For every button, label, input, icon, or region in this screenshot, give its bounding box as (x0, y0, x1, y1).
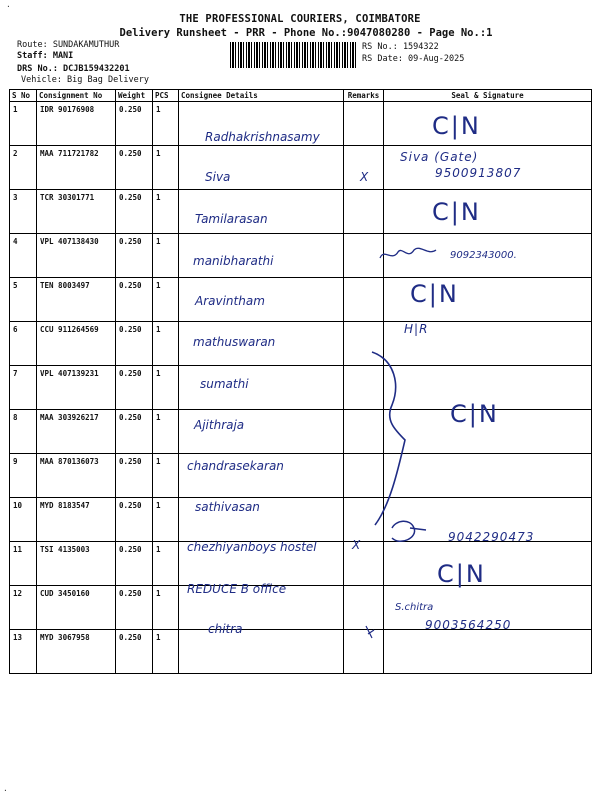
phone-row-11: 9042290473 (448, 530, 535, 544)
vehicle-label: Vehicle: Big Bag Delivery (21, 75, 149, 85)
corner-dot-top: · (6, 2, 11, 11)
row-weight: 0.250 (116, 190, 153, 234)
row-weight: 0.250 (116, 586, 153, 630)
phone-row-2: 9500913807 (435, 166, 522, 180)
col-weight: Weight (116, 90, 153, 102)
row-sno: 6 (10, 322, 37, 366)
row-pcs: 1 (153, 102, 179, 146)
row-sno: 7 (10, 366, 37, 410)
row-sno: 11 (10, 542, 37, 586)
runsheet-title: Delivery Runsheet - PRR - Phone No.:9047080280 - Page No.:1 (119, 27, 493, 39)
col-remarks: Remarks (344, 90, 384, 102)
row-pcs: 1 (153, 366, 179, 410)
row-sno: 10 (10, 498, 37, 542)
route-label: Route: SUNDAKAMUTHUR (17, 40, 120, 50)
row-consignment-no: CUD 3450160 (37, 586, 116, 630)
row-consignment-no: TSI 4135003 (37, 542, 116, 586)
row-consignment-no: MAA 870136073 (37, 454, 116, 498)
row-pcs: 1 (153, 322, 179, 366)
signature-cn-8: C|N (450, 400, 499, 428)
row-weight: 0.250 (116, 278, 153, 322)
row-consignment-no: CCU 911264569 (37, 322, 116, 366)
row-consignment-no: TCR 30301771 (37, 190, 116, 234)
row-pcs: 1 (153, 278, 179, 322)
consignee-name-8: Ajithraja (194, 418, 245, 432)
row-sno: 12 (10, 586, 37, 630)
signature-cn-12: C|N (437, 560, 486, 588)
row-pcs: 1 (153, 190, 179, 234)
row-consignment-no: MYD 3067958 (37, 630, 116, 674)
row-pcs: 1 (153, 410, 179, 454)
company-title: THE PROFESSIONAL COURIERS, COIMBATORE (179, 13, 421, 25)
row-sno: 2 (10, 146, 37, 190)
row-consignment-no: VPL 407138430 (37, 234, 116, 278)
row-pcs: 1 (153, 454, 179, 498)
consignee-name-10: sathivasan (195, 500, 260, 514)
remark-x-2: X (360, 170, 370, 184)
phone-row-13: 9003564250 (425, 618, 512, 632)
signature-siva-gate: Siva (Gate) (400, 150, 479, 164)
bracket-stroke (372, 352, 405, 525)
drs-number: DRS No.: DCJB159432201 (17, 64, 130, 74)
row-weight: 0.250 (116, 322, 153, 366)
consignee-name-9: chandrasekaran (187, 459, 284, 473)
signature-cn-5: C|N (410, 280, 459, 308)
remark-hr: H|R (404, 322, 429, 336)
rs-number: RS No.: 1594322 (362, 42, 439, 52)
phone-row-4: 9092343000. (450, 250, 517, 261)
row-pcs: 1 (153, 146, 179, 190)
staff-label: Staff: MANI (17, 51, 74, 61)
consignee-name-12: REDUCE B office (187, 582, 287, 596)
signature-cn-1: C|N (432, 112, 481, 140)
row-sno: 13 (10, 630, 37, 674)
signature-cn-3: C|N (432, 198, 481, 226)
corner-dot-bottom: · (3, 786, 8, 795)
row-pcs: 1 (153, 234, 179, 278)
row-pcs: 1 (153, 498, 179, 542)
row-weight: 0.250 (116, 234, 153, 278)
row-sno: 9 (10, 454, 37, 498)
consignee-name-11: chezhiyanboys hostel (187, 540, 317, 554)
row-weight: 0.250 (116, 542, 153, 586)
col-sno: S No (10, 90, 37, 102)
row-weight: 0.250 (116, 410, 153, 454)
col-consignment: Consignment No (37, 90, 116, 102)
signature-chitra: S.chitra (395, 602, 434, 613)
row-sno: 4 (10, 234, 37, 278)
remark-x-11: X (352, 538, 362, 552)
row-consignment-no: TEN 8003497 (37, 278, 116, 322)
scribble-signature-11 (392, 521, 426, 541)
consignee-name-3: Tamilarasan (195, 212, 268, 226)
row-sno: 5 (10, 278, 37, 322)
row-weight: 0.250 (116, 454, 153, 498)
row-pcs: 1 (153, 542, 179, 586)
consignee-name-7: sumathi (200, 377, 249, 391)
row-consignment-no: MAA 711721782 (37, 146, 116, 190)
row-pcs: 1 (153, 630, 179, 674)
row-consignment-no: IDR 90176908 (37, 102, 116, 146)
row-consignment-no: VPL 407139231 (37, 366, 116, 410)
consignee-name-5: Aravintham (195, 294, 265, 308)
row-consignment-no: MYD 8183547 (37, 498, 116, 542)
row-consignment-no: MAA 303926217 (37, 410, 116, 454)
row-weight: 0.250 (116, 102, 153, 146)
row-weight: 0.250 (116, 146, 153, 190)
row-pcs: 1 (153, 586, 179, 630)
col-consignee: Consignee Details (179, 90, 344, 102)
row-sno: 3 (10, 190, 37, 234)
col-signature: Seal & Signature (384, 90, 592, 102)
consignee-name-1: Radhakrishnasamy (205, 130, 320, 144)
rs-date: RS Date: 09-Aug-2025 (362, 54, 465, 64)
scribble-signature-4 (380, 248, 436, 258)
row-sno: 1 (10, 102, 37, 146)
row-weight: 0.250 (116, 498, 153, 542)
row-weight: 0.250 (116, 366, 153, 410)
consignee-name-13: chitra (208, 622, 243, 636)
consignee-name-2: Siva (205, 170, 231, 184)
col-pcs: PCS (153, 90, 179, 102)
row-weight: 0.250 (116, 630, 153, 674)
consignee-name-6: mathuswaran (193, 335, 276, 349)
row-sno: 8 (10, 410, 37, 454)
consignee-name-4: manibharathi (193, 254, 274, 268)
tick-13 (366, 626, 374, 638)
